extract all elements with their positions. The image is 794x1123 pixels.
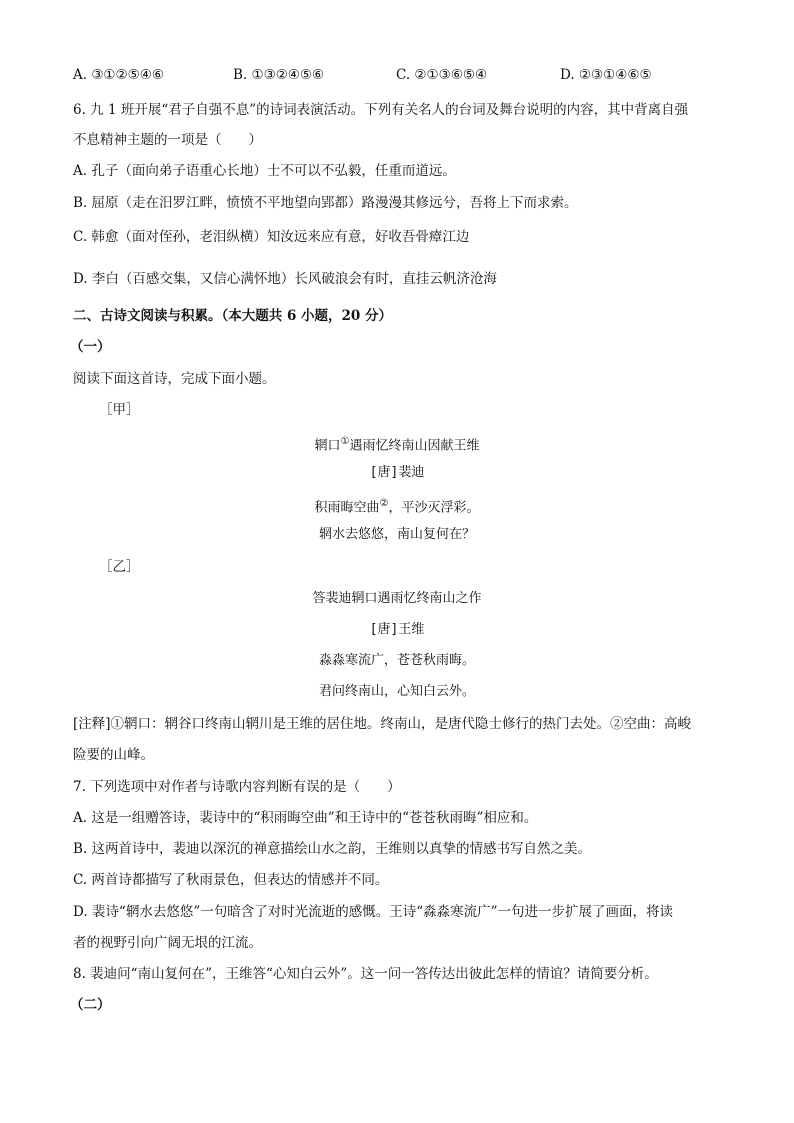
poem-jia-line2: 辋水去悠悠，南山复何在？ <box>318 527 475 542</box>
instruction: 阅读下面这首诗，完成下面小题。 <box>73 371 276 387</box>
q7-option-a: A. 这是一组赠答诗，裴诗中的“积雨晦空曲”和王诗中的“苍苍秋雨晦”相应和。 <box>73 810 538 826</box>
q5-option-c: C. ②①③⑥⑤④ <box>396 67 488 83</box>
q8-stem: 8. 裴迪问“南山复何在”，王维答“心知白云外”。这一问一答传达出彼此怎样的情谊？请简要分析。 <box>73 966 658 982</box>
q6-stem-line2: 不息精神主题的一项是（ ） <box>73 132 262 148</box>
notes-line1: [注释]①辋口：辋谷口终南山辋川是王维的居住地。终南山，是唐代隐士修行的热门去处。②空曲：高峻 <box>73 716 692 732</box>
notes-line2: 险要的山峰。 <box>73 747 154 763</box>
q7-option-d: D. 裴诗“辋水去悠悠”一句暗含了对时光流逝的感慨。王诗“淼淼寒流广”一句进一步扩展了画面，将读 <box>73 904 674 920</box>
q7-option-b: B. 这两首诗中，裴迪以深沉的禅意描绘山水之韵，王维则以真挚的情感书写自然之美。 <box>73 841 592 857</box>
q6-stem-line1: 6. 九 1 班开展“君子自强不息”的诗词表演活动。下列有关名人的台词及舞台说明的内容，其中背离自强 <box>73 102 689 118</box>
poem-jia-line1: 积雨晦空曲②，平沙灭浮彩。 <box>314 498 480 516</box>
q5-option-d: D. ②③①④⑥⑤ <box>560 67 652 83</box>
q7-option-d-cont: 者的视野引向广阔无垠的江流。 <box>73 935 262 951</box>
q7-stem: 7. 下列选项中对作者与诗歌内容判断有误的是（ ） <box>73 779 401 795</box>
part2-label: （二） <box>70 997 111 1013</box>
part1-label: （一） <box>70 339 111 355</box>
poem-yi-label: ［乙］ <box>99 559 140 575</box>
poem-yi-line1: 淼淼寒流广，苍苍秋雨晦。 <box>318 653 475 668</box>
poem-jia-author: [唐]裴迪 <box>369 465 425 480</box>
q6-option-a: A. 孔子（面向弟子语重心长地）士不可以不弘毅，任重而道远。 <box>73 163 456 179</box>
q6-option-d: D. 李白（百感交集，又信心满怀地）长风破浪会有时，直挂云帆济沧海 <box>73 271 497 287</box>
q7-option-c: C. 两首诗都描写了秋雨景色，但表达的情感并不同。 <box>73 872 389 888</box>
poem-jia-label: ［甲］ <box>99 402 140 418</box>
q5-option-b: B. ①③②④⑤⑥ <box>233 67 325 83</box>
poem-jia-title: 辋口①遇雨忆终南山因献王维 <box>314 436 480 454</box>
poem-yi-author: [唐]王维 <box>369 622 425 637</box>
q6-option-b: B. 屈原（走在汨罗江畔，愤愤不平地望向郢都）路漫漫其修远兮，吾将上下而求索。 <box>73 195 578 211</box>
poem-yi-title: 答裴迪辋口遇雨忆终南山之作 <box>312 591 482 606</box>
q6-option-c: C. 韩愈（面对侄孙，老泪纵横）知汝远来应有意，好收吾骨瘴江边 <box>73 229 470 245</box>
section2-title: 二、古诗文阅读与积累。（本大题共 6 小题，20 分） <box>73 308 393 324</box>
poem-yi-line2: 君问终南山，心知白云外。 <box>318 684 475 699</box>
q5-option-a: A. ③①②⑤④⑥ <box>73 67 164 83</box>
